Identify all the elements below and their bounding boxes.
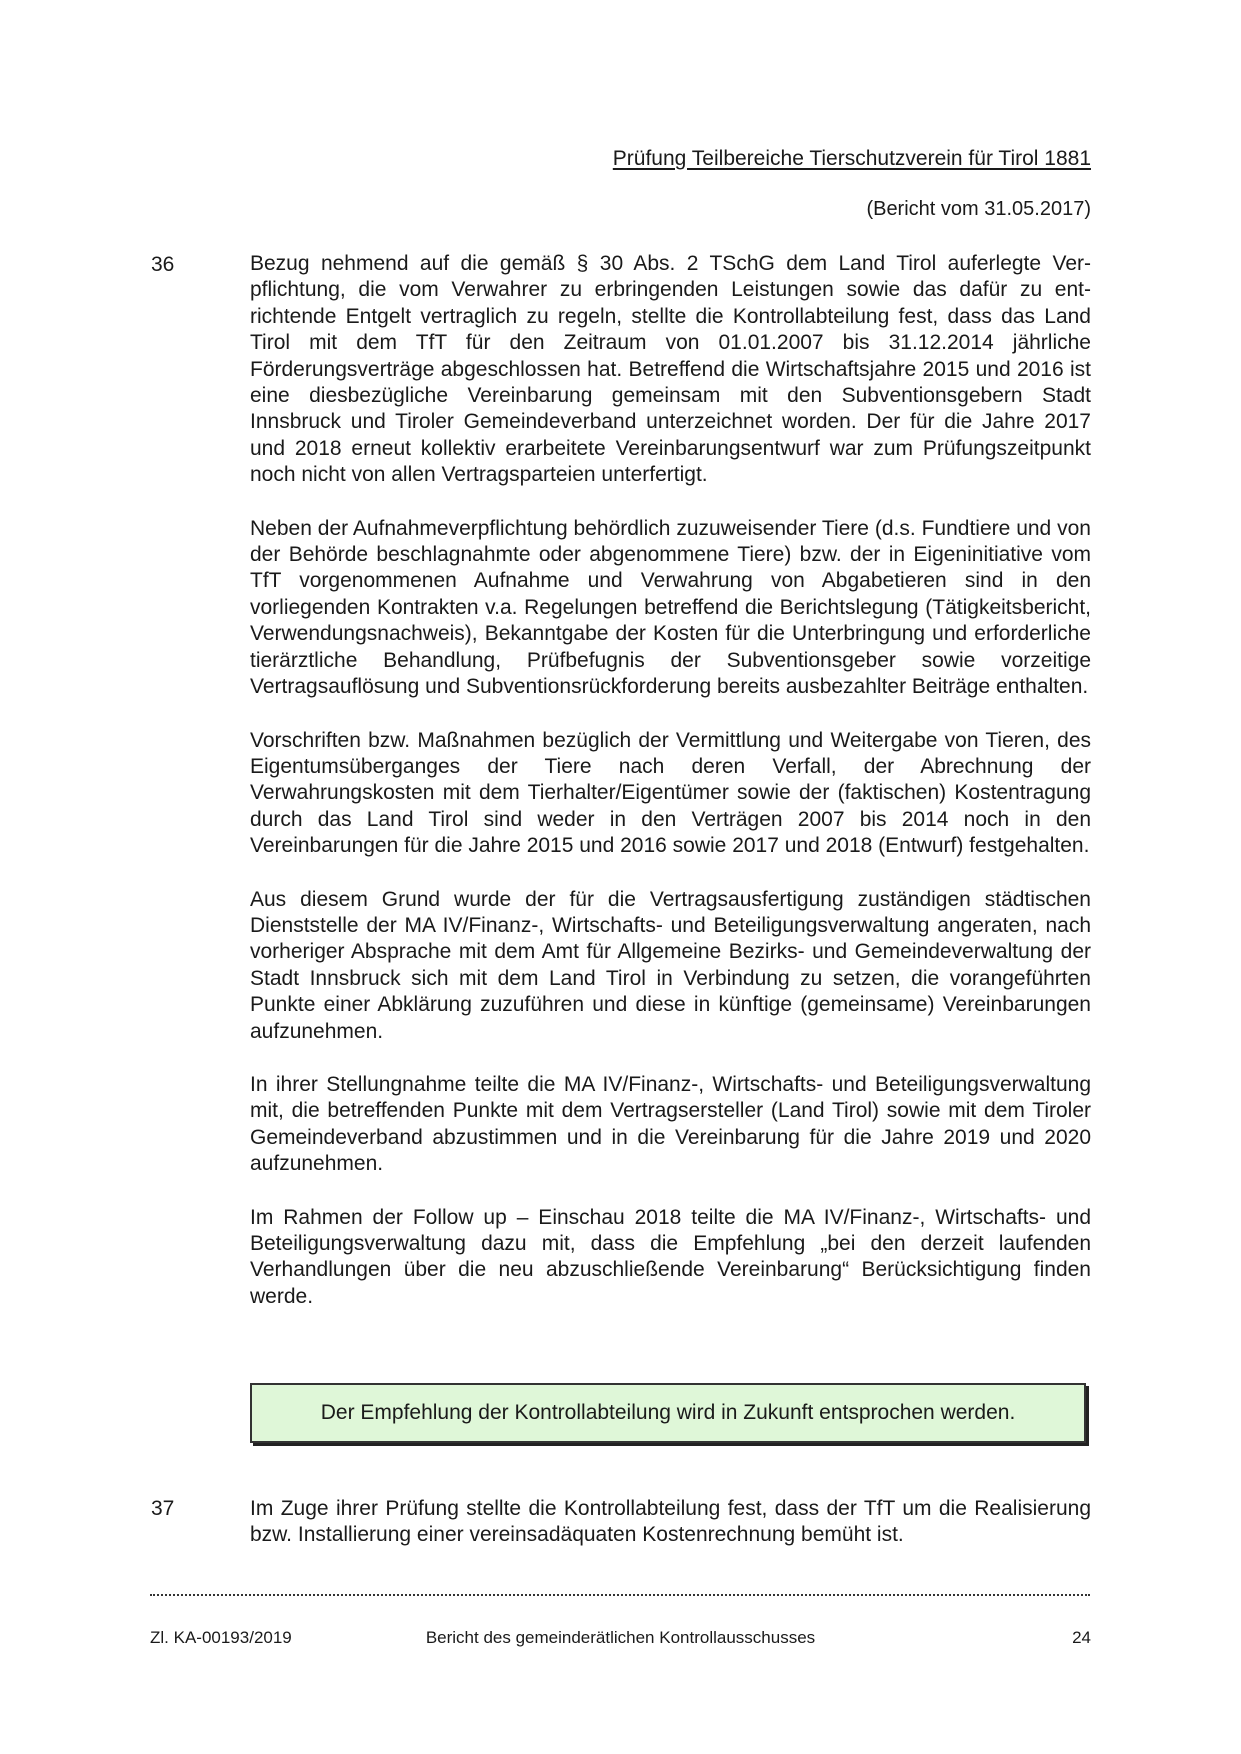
section-37-text: [250, 1496, 1091, 1576]
paragraph: Neben der Aufnahmeverpflichtung behördlich zuzuweisender Tiere (d.s. Fundtiere und von der Behörde beschlagnahmte oder abgenommene Tiere) bzw. der in Eigeninitiative vom TfT vorgenommenen Aufnahme und Verwahrung von Abgabetieren sind in den vorliegenden Kontrakten v.a. Regelungen betreffend die Berichtslegung (Tätigkeitsbericht, Verwendungsnachweis), Bekanntgabe der Kosten für die Unterbringung und erforderliche tierärztliche Behandlung, Prüfbefugnis der Subventionsgeber sowie vorzeitige Vertragsauflösung und Subventionsrückforderung bereits ausbezahlter Beiträge enthalten.: [250, 516, 1091, 699]
recommendation-box: [250, 1383, 1086, 1443]
paragraph-number-36: 36: [151, 253, 175, 276]
report-date: (Bericht vom 31.05.2017): [866, 198, 1091, 220]
paragraph: Vorschriften bzw. Maßnahmen bezüglich der Vermittlung und Weitergabe von Tieren, des Eigentumsüberganges der Tiere nach deren Verfall, der Abrechnung der Verwahrungskosten mit dem Tierhalter/Eigentümer sowie der (faktischen) Kostentragung durch das Land Tirol sind weder in den Verträgen 2007 bis 2014 noch in den Vereinbarungen für die Jahre 2015 und 2016 sowie 2017 und 2018 (Entwurf) festgehalten.: [250, 728, 1091, 858]
page-number: 24: [1072, 1628, 1091, 1647]
paragraph: In ihrer Stellungnahme teilte die MA IV/Finanz-, Wirtschafts- und Beteiligungsverwaltung mit, die betreffenden Punkte mit dem Vertragsersteller (Land Tirol) sowie mit dem Tiroler Gemeindeverband abzustimmen und in die Vereinbarung für die Jahre 2019 und 2020 aufzunehmen.: [250, 1072, 1091, 1176]
paragraph: Im Zuge ihrer Prüfung stellte die Kontrollabteilung fest, dass der TfT um die Realisierung bzw. Installierung einer vereinsadäquaten Kostenrechnung bemüht ist.: [250, 1497, 1091, 1547]
paragraph: Aus diesem Grund wurde der für die Vertragsausfertigung zuständigen städtischen Dienststelle der MA IV/Finanz-, Wirtschafts- und Beteiligungsverwaltung angeraten, nach vorheriger Absprache mit dem Amt für Allgemeine Bezirks- und Gemeindeverwaltung der Stadt Innsbruck sich mit dem Land Tirol in Verbindung zu setzen, die vorangeführten Punkte einer Abklärung zuzuführen und diese in künftige (gemeinsame) Vereinbarungen aufzunehmen.: [250, 887, 1091, 1043]
paragraph: Bezug nehmend auf die gemäß § 30 Abs. 2 TSchG dem Land Tirol auferlegte Verpflichtung, die vom Verwahrer zu erbringenden Leistungen sowie das dafür zu entrichtende Entgelt vertraglich zu regeln, stellte die Kontrollabteilung fest, dass das Land Tirol mit dem TfT für den Zeitraum von 01.01.2007 bis 31.12.2014 jährliche Förderungsverträge abgeschlossen hat. Betreffend die Wirtschaftsjahre 2015 und 2016 ist eine diesbezügliche Vereinbarung gemeinsam mit den Subventionsgebern Stadt Innsbruck und Tiroler Gemeindeverband unterzeichnet worden. Der für die Jahre 2017 und 2018 erneut kollektiv erarbeitete Vereinbarungsentwurf war zum Prüfungszeitpunkt noch nicht von allen Vertragsparteien unterfertigt.: [250, 252, 1091, 487]
section-36-text: [250, 251, 1091, 1337]
paragraph-number-37: 37: [151, 1497, 175, 1520]
header-title: Prüfung Teilbereiche Tierschutzverein für Tirol 1881: [612, 147, 1091, 170]
footer-report-name: Bericht des gemeinderätlichen Kontrollausschusses: [425, 1628, 816, 1647]
footer-file-number: Zl. KA-00193/2019: [150, 1628, 292, 1647]
recommendation-text: Der Empfehlung der Kontrollabteilung wird in Zukunft entsprochen werden.: [320, 1401, 1016, 1424]
paragraph: Im Rahmen der Follow up – Einschau 2018 teilte die MA IV/Finanz-, Wirtschafts- und Beteiligungsverwaltung dazu mit, dass die Empfehlung „bei den derzeit laufenden Verhandlungen über die neu abzuschließende Vereinbarung“ Berücksichtigung finden werde.: [250, 1205, 1091, 1308]
footer-separator: [150, 1590, 1090, 1596]
